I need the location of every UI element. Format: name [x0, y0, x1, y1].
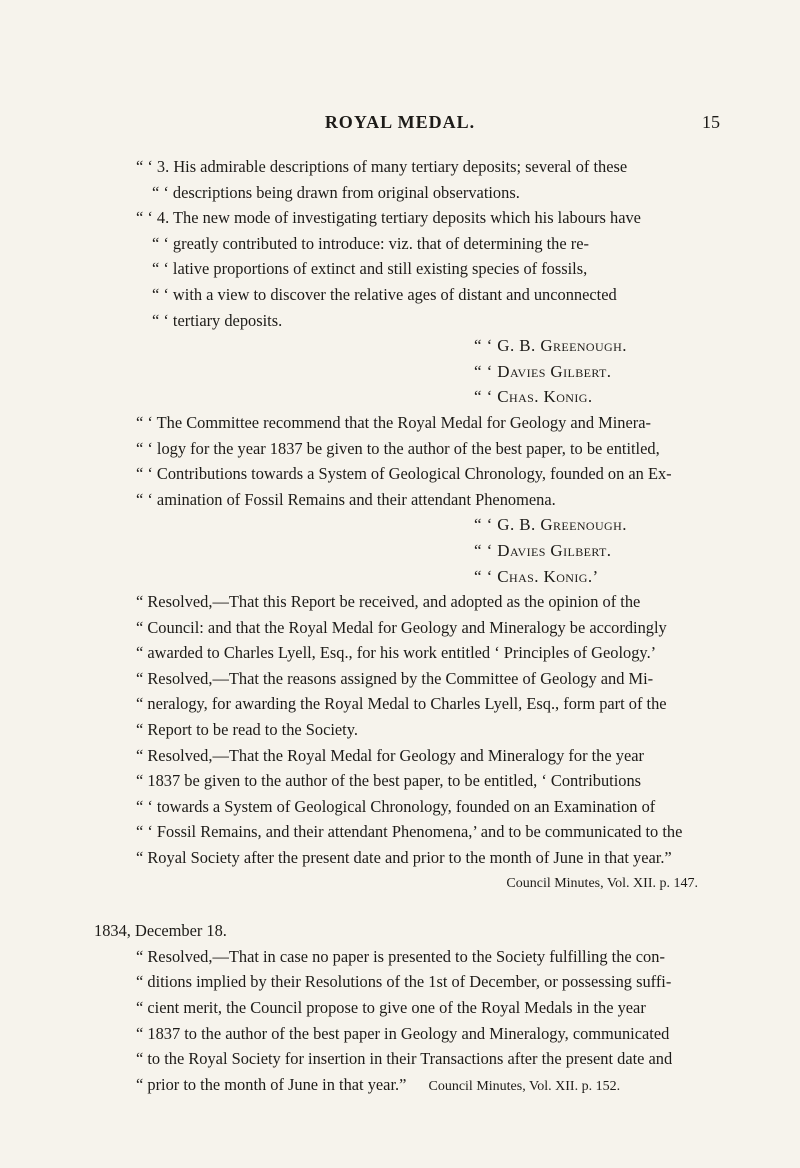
text-line: “ ‘ Contributions towards a System of Geological Chronology, founded on an Ex- — [136, 464, 672, 484]
text-line: “ ‘ amination of Fossil Remains and their attendant Phenomena. — [136, 489, 556, 509]
signature-line: “ ‘ G. B. Greenough. — [474, 336, 627, 356]
text-line: “ ‘ 3. His admirable descriptions of many tertiary deposits; several of these — [136, 157, 628, 176]
text-line: “ Resolved,—That this Report be received, and adopted as the opinion of the — [136, 592, 641, 612]
signature-line: “ ‘ Davies Gilbert. — [474, 540, 612, 560]
text-line: “ ‘ with a view to discover the relative ages of distant and unconnected — [152, 284, 617, 304]
text-line: “ Resolved,—That the Royal Medal for Geology and Mineralogy for the year — [136, 745, 644, 765]
text-line: “ ‘ The Committee recommend that the Royal Medal for Geology and Minera- — [136, 412, 651, 432]
running-head — [0, 112, 800, 136]
page-body — [94, 154, 698, 1097]
text-line: “ 1837 be given to the author of the best paper, to be entitled, ‘ Contributions — [136, 771, 642, 791]
signature-line: “ ‘ G. B. Greenough. — [474, 515, 627, 535]
text-line: “ cient merit, the Council propose to give one of the Royal Medals in the year — [136, 998, 646, 1017]
text-line: “ ditions implied by their Resolutions of the 1st of December, or possessing suffi- — [136, 972, 672, 992]
page-number: 15 — [702, 112, 720, 132]
text-line: “ ‘ 4. The new mode of investigating tertiary deposits which his labours have — [136, 208, 641, 228]
date-heading: 1834, December 18. — [94, 921, 227, 941]
page-title: ROYAL MEDAL. — [324, 112, 476, 132]
text-line: “ awarded to Charles Lyell, Esq., for his work entitled ‘ Principles of Geology.’ — [136, 643, 657, 663]
text-line: “ Council: and that the Royal Medal for Geology and Mineralogy be accordingly — [136, 617, 667, 637]
spacer — [136, 896, 698, 918]
citation-text: Council Minutes, Vol. XII. p. 147. — [506, 875, 698, 891]
text-line: “ ‘ lative proportions of extinct and still existing species of fossils, — [152, 259, 588, 279]
text-line: “ ‘ Fossil Remains, and their attendant Phenomena,’ and to be communicated to the — [136, 822, 683, 842]
text-line: “ Resolved,—That in case no paper is presented to the Society fulfilling the con- — [136, 946, 665, 966]
text-line-with-citation — [136, 1072, 698, 1098]
text-line: “ to the Royal Society for insertion in their Transactions after the present date and — [136, 1049, 673, 1069]
text-line: “ ‘ descriptions being drawn from original observations. — [152, 182, 520, 202]
signature-line: “ ‘ Chas. Konig.’ — [474, 566, 599, 586]
text-line: “ Resolved,—That the reasons assigned by the Committee of Geology and Mi- — [136, 668, 654, 688]
text-line: “ prior to the month of June in that year.” — [136, 1074, 407, 1094]
citation-text: Council Minutes, Vol. XII. p. 152. — [428, 1078, 621, 1094]
text-line: “ ‘ towards a System of Geological Chronology, founded on an Examination of — [136, 796, 656, 816]
text-line: “ ‘ tertiary deposits. — [152, 310, 283, 330]
text-line: “ ‘ logy for the year 1837 be given to the author of the best paper, to be entitled, — [136, 438, 660, 458]
text-line: “ 1837 to the author of the best paper in Geology and Mineralogy, communicated — [136, 1023, 670, 1043]
citation — [136, 871, 698, 897]
text-line: “ Report to be read to the Society. — [136, 720, 358, 740]
signature-line: “ ‘ Davies Gilbert. — [474, 361, 612, 381]
text-line: “ Royal Society after the present date and prior to the month of June in that year.” — [136, 848, 672, 868]
text-line: “ ‘ greatly contributed to introduce: viz. that of determining the re- — [152, 233, 589, 253]
signature-line: “ ‘ Chas. Konig. — [474, 387, 593, 407]
text-line: “ neralogy, for awarding the Royal Medal to Charles Lyell, Esq., form part of the — [136, 694, 667, 714]
